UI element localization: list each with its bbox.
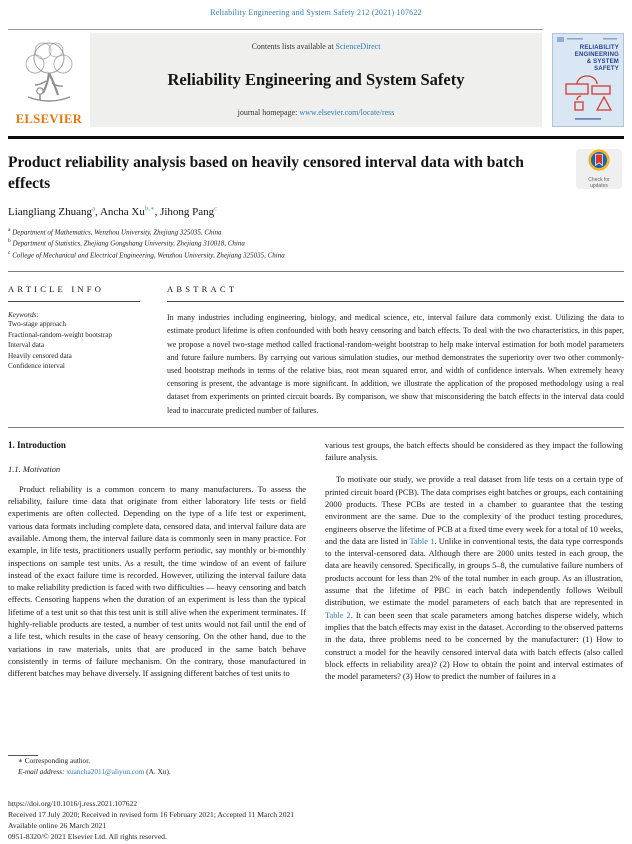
section-divider-bottom — [8, 427, 624, 428]
check-for-updates-icon — [588, 149, 610, 176]
table-1-link[interactable]: Table 1 — [409, 536, 435, 546]
copyright-line: 0951-8320/© 2021 Elsevier Ltd. All rights reserved. — [8, 832, 167, 841]
author-affil-marker: c — [214, 205, 218, 212]
sciencedirect-link[interactable]: ScienceDirect — [335, 42, 381, 51]
article-info-heading: ARTICLE INFO — [8, 284, 105, 295]
email-note: E-mail address: xuancha2011@aliyun.com (A. Xu). — [18, 766, 171, 776]
keyword: Confidence interval — [8, 362, 65, 371]
elsevier-logo — [8, 33, 90, 133]
elsevier-wordmark: ELSEVIER — [15, 112, 83, 126]
keyword: Fractional-random-weight bootstrap — [8, 330, 112, 339]
abstract-heading: ABSTRACT — [167, 284, 238, 295]
affiliation: $^c$ College of Mechanical and Electrical Engineering, Wenzhou University, Zhejiang 325035, China — [8, 250, 285, 260]
header-divider — [8, 29, 543, 30]
author-affil-marker: a — [92, 205, 96, 212]
table-2-link[interactable]: Table 2 — [325, 610, 351, 620]
body-paragraph: To motivate our study, we provide a real dataset from life tests on a certain type of printed circuit board (PCB). The data comprises eight batches or groups, each containing 2000 products. These PCBs are tested in a chamber to guarantee that the testing environment are the same. Due to the complexity of the product testing procedures, engineers observe the lifetime of PCB at a fixed time every week for a total of 10 weeks, and the data are listed in Table 1. Unlike in conventional tests, the data type corresponds to the interval-censored data. Although there are 2000 units tested in each group, the data are heavily censored. Specifically, in groups 5–8, the cumulative failure numbers of products account for less than 2% of the total number in each group. As an illustration, assume that the lifetime of PBC in each batch independently follows Weibull distribution, we estimate the model parameters of each batch that are represented in Table 2. It can been seen that scale parameters among batches disperse widely, which implies that the batch effects may exist in the dataset. According to the observed patterns in the data, three problems need to be concerned by the manufacturer: (1) How to construct a model for the heavily censored interval data with batch effects (also called block effects in reliability area)? (2) How to obtain the point and interval estimates of the model parameters? (3) How to predict the number of failures in a — [325, 475, 623, 682]
journal-title: Reliability Engineering and System Safety — [167, 69, 465, 89]
body-paragraph: Product reliability is a common concern to many manufacturers. To assess the reliability, failure time data that originate from either laboratory life tests or field experiments are often collected. Depending on the type of a life test or experiment, various data formats including complete data, censored data, and interval failure data are available. Among them, the interval failure data is commonly seen in many practice. For example, in life tests, practitioners usually perform periodic, say monthly or bi-monthly inspections on sample test units. As a result, the time window of an event of failure instead of the exact failure time is recorded. However, utilizing the interval failure data to make reliability prediction is faced with two difficulties — heavy censoring and batch effects. Censoring happens when the duration of an experiment is less than the typical lifetime of a test unit so that this test unit is still alive when the experiment terminates. If highly-reliable products are tested, a number of test units would not fail until the end of a life test, which results in the case of heavy censoring. On the other hand, due to the variations in raw materials, units that are produced in the same batch behave consistently in terms of failure mechanism. On the contrary, those manufactured in different batches may behave diversely. If assigning different batches of test units to — [8, 484, 306, 679]
journal-banner — [90, 33, 542, 127]
cover-title: RELIABILITY ENGINEERING & SYSTEM SAFETY — [574, 45, 619, 72]
author-affil-marker: b,∗ — [144, 205, 155, 212]
contents-prefix: Contents lists available at — [251, 42, 336, 51]
affiliation-list — [8, 226, 624, 261]
article-info-column — [8, 284, 148, 417]
check-for-updates-badge[interactable] — [576, 149, 622, 189]
author: Jihong Pang$^c$ — [160, 205, 218, 218]
author-list — [8, 204, 624, 218]
elsevier-tree-icon — [16, 37, 82, 114]
homepage-line — [238, 108, 395, 117]
contents-line — [252, 42, 381, 51]
info-abstract-section — [8, 272, 624, 417]
article-info-underline — [8, 301, 140, 302]
affiliation: $^a$ Department of Mathematics, Wenzhou University, Zhejiang 325035, China — [8, 226, 222, 236]
abstract-column — [167, 284, 624, 417]
article-footer — [8, 795, 624, 842]
author: Liangliang Zhuang$^a$, — [8, 205, 100, 218]
intro-heading: 1. Introduction — [8, 439, 66, 450]
article-body — [8, 438, 624, 756]
received-dates: Received 17 July 2020; Received in revised form 16 February 2021; Accepted 11 March 2021 — [8, 810, 295, 819]
keywords-label: Keywords: — [8, 311, 39, 320]
motivation-heading: 1.1. Motivation — [8, 463, 61, 474]
journal-citation: Reliability Engineering and System Safety 212 (2021) 107622 — [210, 8, 422, 17]
journal-header — [8, 33, 624, 133]
keyword: Interval data — [8, 341, 45, 350]
body-paragraph: various test groups, the batch effects should be considered as they impact the following failure analysis. — [325, 440, 623, 463]
homepage-prefix: journal homepage: — [237, 108, 300, 117]
body-right-column — [325, 438, 623, 756]
article-title: Product reliability analysis based on heavily censored interval data with batch effects — [8, 154, 524, 192]
title-block — [8, 139, 624, 261]
author: Ancha $Xu^{b,∗}$, — [99, 205, 161, 218]
email-link[interactable]: xuancha2011@aliyun.com — [64, 766, 145, 776]
keyword: Heavily censored data — [8, 351, 72, 360]
abstract-underline — [167, 301, 624, 302]
abstract-text: In many industries including engineering, biology, and medical science, etc, interval failure data commonly exist. Utilizing the data to estimate product lifetime is often confounded with both heavy censoring and batch effects. To deal with the two characteristics, in this paper, we propose a novel two-stage method called fractional-random-weight bootstrap to help make interval estimation for both model parameters and future failure numbers. By carrying out various simulation studies, our method demonstrates the superiority over two other commonly-used bootstrap methods in terms of the relative bias, root mean squared error, and width of confidence intervals. When extremely heavy censoring is present, the advantage is more significant. In addition, we illustrate the application of the proposed methodology using a real dataset from experiments on printed circuit boards. By comparison, we show that misconsidering the batch effects in the interval data could lead to inaccurate predicted number of failures. — [167, 313, 624, 415]
corresponding-author-note: ∗ Corresponding author. — [18, 756, 91, 765]
check-for-updates-label: Check for updates — [588, 177, 610, 189]
available-online: Available online 26 March 2021 — [8, 821, 107, 830]
footnote — [8, 751, 314, 777]
journal-homepage-link[interactable]: www.elsevier.com/locate/ress — [299, 108, 395, 117]
body-left-column — [8, 438, 306, 756]
journal-cover-thumbnail[interactable] — [552, 33, 624, 127]
doi-link[interactable]: https://doi.org/10.1016/j.ress.2021.107622 — [8, 799, 138, 808]
affiliation: $^b$ Department of Statistics, Zhejiang Gongshang University, Zhejiang 310018, China — [8, 238, 245, 248]
keyword: Two-stage approach — [8, 320, 66, 329]
